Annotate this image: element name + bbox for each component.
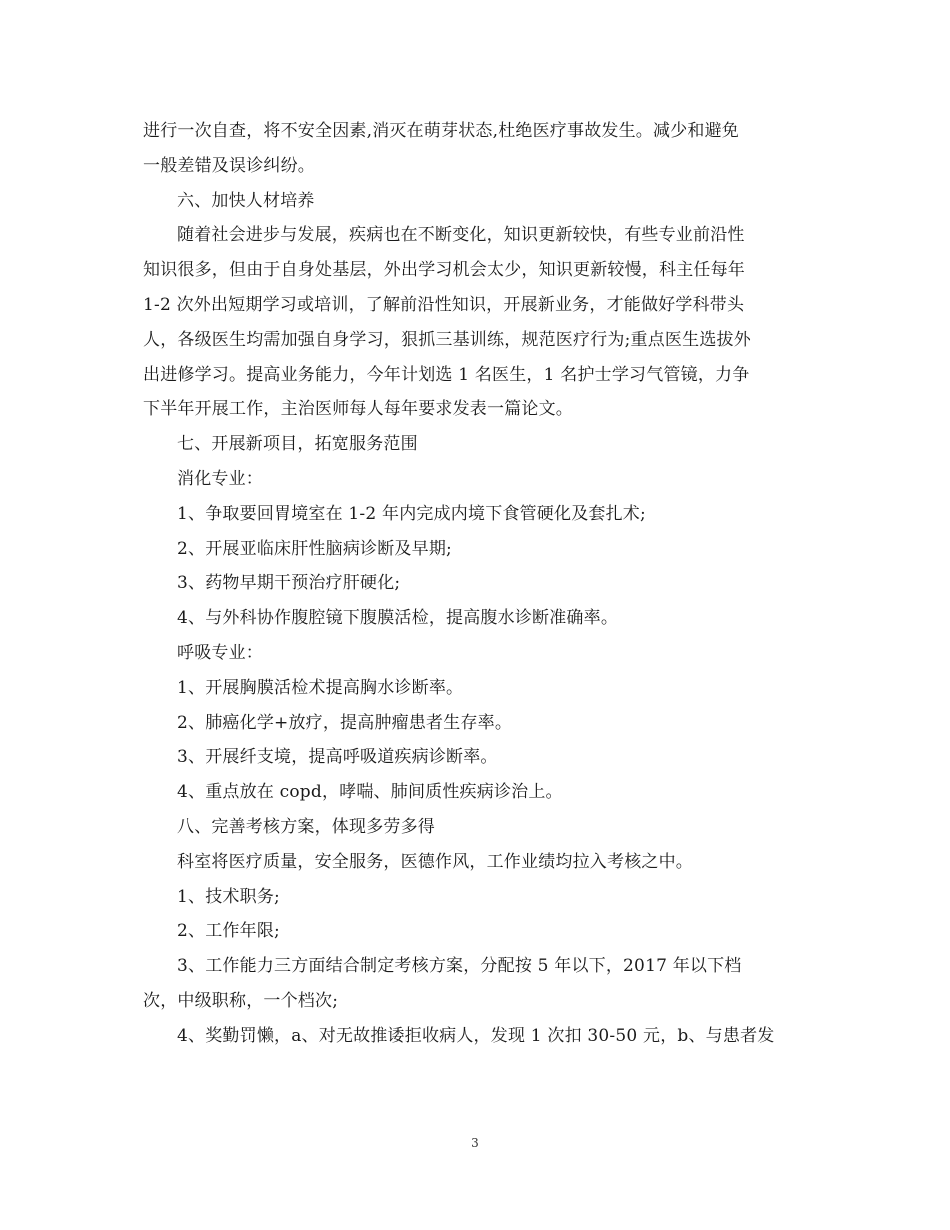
list-item: 4、重点放在 copd，哮喘、肺间质性疾病诊治上。 — [177, 782, 563, 803]
body-line-5: 知识很多，但由于自身处基层，外出学习机会太少，知识更新较慢，科主任每年 — [143, 260, 745, 281]
list-item-continuation: 次，中级职称，一个档次; — [143, 990, 339, 1011]
list-item: 3、开展纤支境，提高呼吸道疾病诊断率。 — [177, 747, 498, 768]
list-item: 1、争取要回胃境室在 1-2 年内完成内境下食管硬化及套扎术; — [177, 503, 646, 524]
body-line-4: 随着社会进步与发展，疾病也在不断变化，知识更新较快，有些专业前沿性 — [177, 225, 745, 246]
body-line-6: 1-2 次外出短期学习或培训，了解前沿性知识，开展新业务，才能做好学科带头 — [143, 294, 745, 315]
list-item: 3、药物早期干预治疗肝硬化; — [177, 573, 401, 594]
list-item: 2、工作年限; — [177, 921, 280, 942]
list-item: 1、技术职务; — [177, 886, 280, 907]
body-line-9: 下半年开展工作，主治医师每人每年要求发表一篇论文。 — [143, 399, 573, 420]
page-number: 3 — [471, 1136, 479, 1150]
list-item: 4、与外科协作腹腔镜下腹膜活检，提高腹水诊断准确率。 — [177, 608, 619, 629]
list-item: 3、工作能力三方面结合制定考核方案，分配按 5 年以下，2017 年以下档 — [177, 956, 742, 977]
list-item: 2、开展亚临床肝性脑病诊断及早期; — [177, 538, 452, 559]
list-item: 2、肺癌化学+放疗，提高肿瘤患者生存率。 — [177, 712, 513, 733]
body-line-1: 进行一次自查，将不安全因素,消灭在萌芽状态,杜绝医疗事故发生。减少和避免 — [143, 121, 740, 141]
body-line-22: 科室将医疗质量，安全服务，医德作风，工作业绩均拉入考核之中。 — [177, 851, 693, 872]
document-body — [143, 114, 815, 1054]
section-heading-6: 六、加快人材培养 — [177, 190, 315, 211]
subheading-respiratory: 呼吸专业： — [177, 642, 263, 663]
list-item: 1、开展胸膜活检术提高胸水诊断率。 — [177, 677, 464, 698]
body-line-7: 人，各级医生均需加强自身学习，狠抓三基训练，规范医疗行为;重点医生选拔外 — [143, 329, 751, 350]
section-heading-8: 八、完善考核方案，体现多劳多得 — [177, 816, 435, 837]
subheading-digestive: 消化专业： — [177, 468, 263, 489]
body-line-8: 出进修学习。提高业务能力，今年计划选 1 名医生，1 名护士学习气管镜，力争 — [143, 364, 750, 385]
body-line-2: 一般差错及误诊纠纷。 — [143, 155, 315, 176]
list-item: 4、奖勤罚懒，a、对无故推诿拒收病人，发现 1 次扣 30-50 元，b、与患者发 — [177, 1025, 775, 1046]
section-heading-7: 七、开展新项目，拓宽服务范围 — [177, 434, 418, 455]
